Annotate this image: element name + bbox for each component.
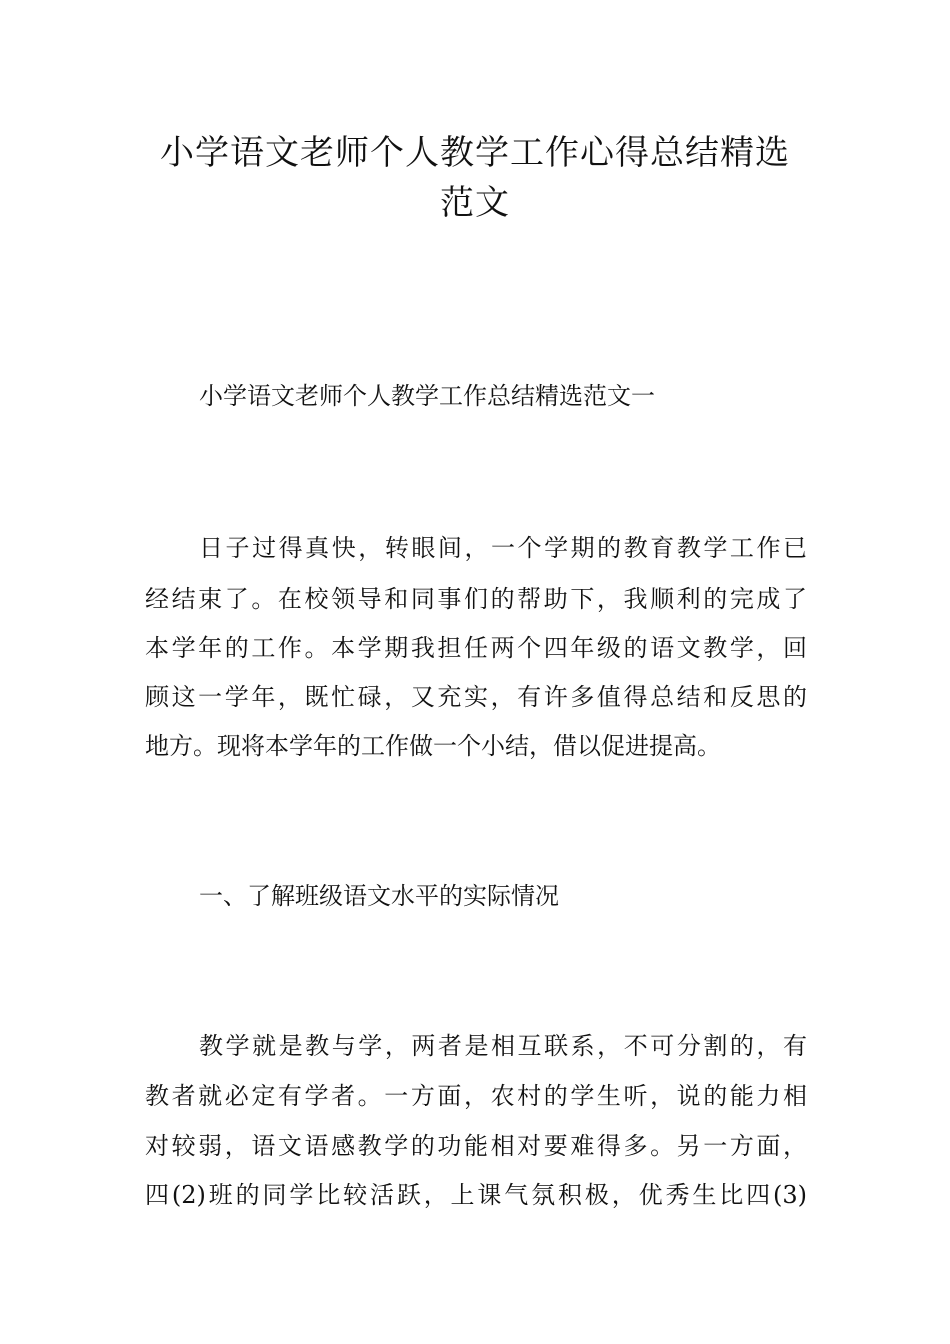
document-title-line2: 范文 [440,183,510,223]
paragraph-1-line-4: 顾这一学年，既忙碌，又充实，有许多值得总结和反思的 [145,683,807,711]
paragraph-2-line-2: 教者就必定有学者。一方面，农村的学生听，说的能力相 [145,1082,807,1110]
paragraph-1-line-3: 本学年的工作。本学期我担任两个四年级的语文教学，回 [145,634,807,662]
document-title-line1: 小学语文老师个人教学工作心得总结精选 [160,133,790,173]
section-subtitle: 小学语文老师个人教学工作总结精选范文一 [199,382,655,410]
paragraph-2-line-4: 四(2)班的同学比较活跃，上课气氛积极，优秀生比四(3) [145,1181,807,1209]
paragraph-1-line-5: 地方。现将本学年的工作做一个小结，借以促进提高。 [145,732,721,760]
paragraph-1-line-2: 经结束了。在校领导和同事们的帮助下，我顺利的完成了 [145,585,807,613]
paragraph-1-line-1: 日子过得真快，转眼间，一个学期的教育教学工作已 [199,534,807,562]
paragraph-2-line-1: 教学就是教与学，两者是相互联系，不可分割的，有 [199,1032,807,1060]
paragraph-2-line-3: 对较弱，语文语感教学的功能相对要难得多。另一方面， [145,1132,807,1160]
section-heading-1: 一、了解班级语文水平的实际情况 [199,882,559,910]
